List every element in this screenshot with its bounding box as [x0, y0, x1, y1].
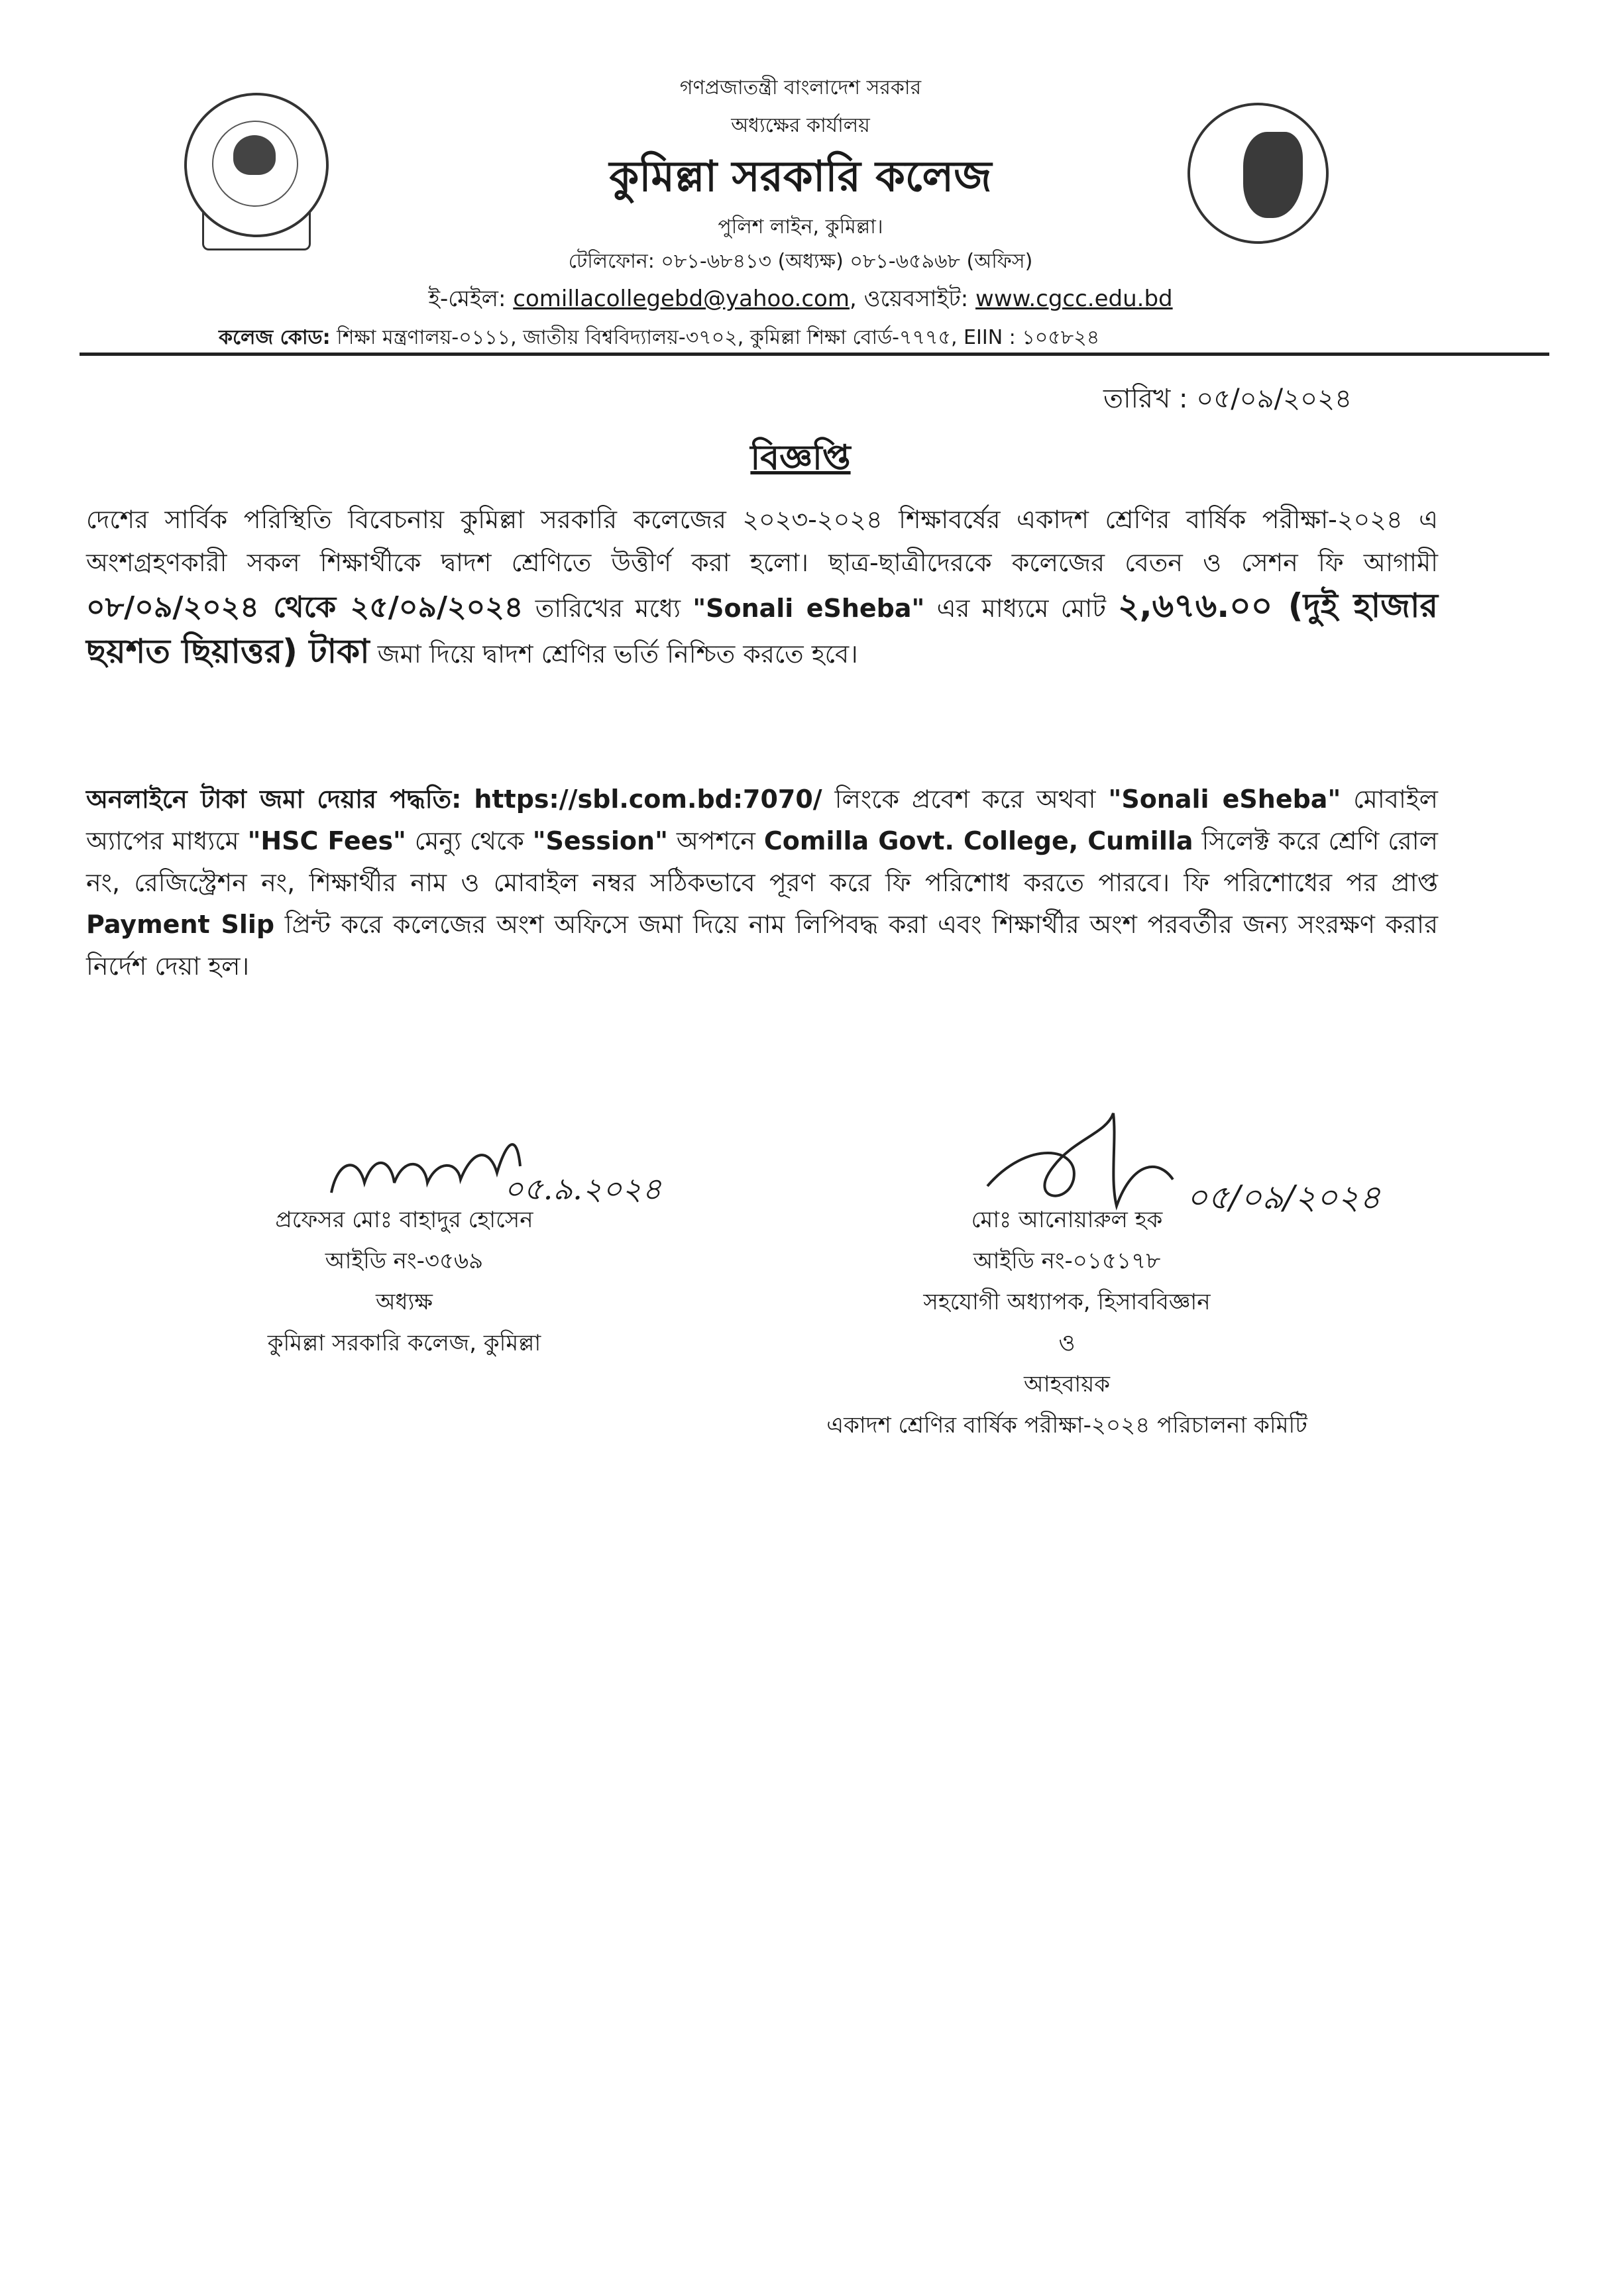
p1-mid: তারিখের মধ্যে [535, 594, 681, 623]
p1-lead: দেশের সার্বিক পরিস্থিতি বিবেচনায় কুমিল্লা সরকারি কলেজের ২০২৩-২০২৪ শিক্ষাবর্ষের একাদশ শ্রেণির বার্ষিক পরীক্ষা-২০২৪ এ অংশগ্রহণকারী সকল শিক্ষার্থীকে দ্বাদশ শ্রেণিতে উত্তীর্ণ করা হলো। ছাত্র-ছাত্রীদেরকে কলেজের বেতন ও সেশন ফি আগামী [86, 505, 1438, 577]
p2-option: "Session" [532, 826, 668, 855]
notice-date: তারিখ : ০৫/০৯/২০২৪ [1103, 384, 1353, 414]
principal-signature-block [199, 1199, 610, 1364]
convener-handwritten-date: ০৫/০৯/২০২৪ [1186, 1178, 1381, 1217]
p2-app: "Sonali eSheba" [1108, 785, 1341, 814]
college-name: কুমিল্লা সরকারি কলেজ [609, 152, 992, 201]
convener-signature-block [729, 1199, 1405, 1446]
notice-paragraph-1 [86, 498, 1438, 676]
p2-t1: লিংকে প্রবেশ করে অথবা [834, 785, 1096, 814]
p2-t4: অপশনে [676, 826, 755, 855]
p2-slip: Payment Slip [86, 910, 275, 939]
code-label: কলেজ কোড: [219, 326, 331, 349]
notice-title [0, 431, 1601, 488]
p2-college: Comilla Govt. College, Cumilla [763, 826, 1193, 855]
principal-org: কুমিল্লা সরকারি কলেজ, কুমিল্লা [267, 1330, 541, 1356]
p2-t2: মোবাইল অ্যাপের মাধ্যমে [86, 785, 1438, 855]
code-values: শিক্ষা মন্ত্রণালয়-০১১১, জাতীয় বিশ্ববিদ্যালয়-৩৭০২, কুমিল্লা শিক্ষা বোর্ড-৭৭৭৫, EIIN : ১০৫৮২৪ [337, 326, 1100, 349]
convener-role2: আহবায়ক [1023, 1371, 1111, 1397]
website-link[interactable]: www.cgcc.edu.bd [975, 286, 1173, 312]
p2-t6: প্রিন্ট করে কলেজের অংশ অফিসে জমা দিয়ে নাম লিপিবদ্ধ করা এবং শিক্ষার্থীর অংশ পরবর্তীর জন্য সংরক্ষণ করার নির্দেশ দেয়া হল। [86, 910, 1438, 981]
phone-line: টেলিফোন: ০৮১-৬৮৪১৩ (অধ্যক্ষ) ০৮১-৬৫৯৬৮ (অফিস) [568, 250, 1033, 273]
p1-amount: ২,৬৭৬.০০ (দুই হাজার ছয়শত ছিয়াত্তর) টাকা [86, 586, 1438, 671]
principal-id: আইডি নং-৩৫৬৯ [325, 1248, 484, 1274]
email-link[interactable]: comillacollegebd@yahoo.com [513, 286, 850, 312]
convener-committee: একাদশ শ্রেণির বার্ষিক পরীক্ষা-২০২৪ পরিচালনা কমিটি [826, 1412, 1307, 1439]
principal-handwritten-date: ০৫.৯.২০২৪ [504, 1171, 662, 1207]
p1-tail: জমা দিয়ে দ্বাদশ শ্রেণির ভর্তি নিশ্চিত করতে হবে। [377, 639, 858, 669]
website-label: , ওয়েবসাইট: [849, 286, 969, 312]
p1-mid2: এর মাধ্যমে মোট [936, 594, 1106, 623]
principal-name: প্রফেসর মোঃ বাহাদুর হোসেন [275, 1207, 533, 1233]
email-label: ই-মেইল: [428, 286, 506, 312]
convener-id: আইডি নং-০১৫১৭৮ [973, 1248, 1161, 1274]
header-divider [80, 353, 1549, 356]
office-line: অধ্যক্ষের কার্যালয় [731, 114, 870, 137]
convener-role: সহযোগী অধ্যাপক, হিসাববিজ্ঞান [923, 1289, 1211, 1315]
p1-service: "Sonali eSheba" [692, 594, 925, 623]
p2-t3: মেন্যু থেকে [414, 826, 524, 855]
convener-name: মোঃ আনোয়ারুল হক [971, 1207, 1163, 1233]
p2-label: অনলাইনে টাকা জমা দেয়ার পদ্ধতি: [86, 785, 462, 814]
convener-and: ও [1058, 1330, 1076, 1356]
p2-menu: "HSC Fees" [247, 826, 406, 855]
notice-title-text: বিজ্ঞপ্তি [750, 438, 851, 478]
p2-url[interactable]: https://sbl.com.bd:7070/ [474, 785, 822, 814]
p2-t5: সিলেক্ট করে শ্রেণি রোল নং, রেজিস্ট্রেশন নং, শিক্ষার্থীর নাম ও মোবাইল নম্বর সঠিকভাবে পূরণ করে ফি পরিশোধ করতে পারবে। ফি পরিশোধের পর প্রাপ্ত [86, 826, 1438, 897]
p1-date-range: ০৮/০৯/২০২৪ থেকে ২৫/০৯/২০২৪ [86, 590, 524, 624]
notice-paragraph-2 [86, 779, 1438, 987]
government-line: গণপ্রজাতন্ত্রী বাংলাদেশ সরকার [679, 76, 922, 99]
principal-role: অধ্যক্ষ [376, 1289, 433, 1315]
address-line: পুলিশ লাইন, কুমিল্লা। [718, 215, 883, 239]
college-code-line [219, 321, 1099, 355]
contact-line [0, 282, 1601, 319]
